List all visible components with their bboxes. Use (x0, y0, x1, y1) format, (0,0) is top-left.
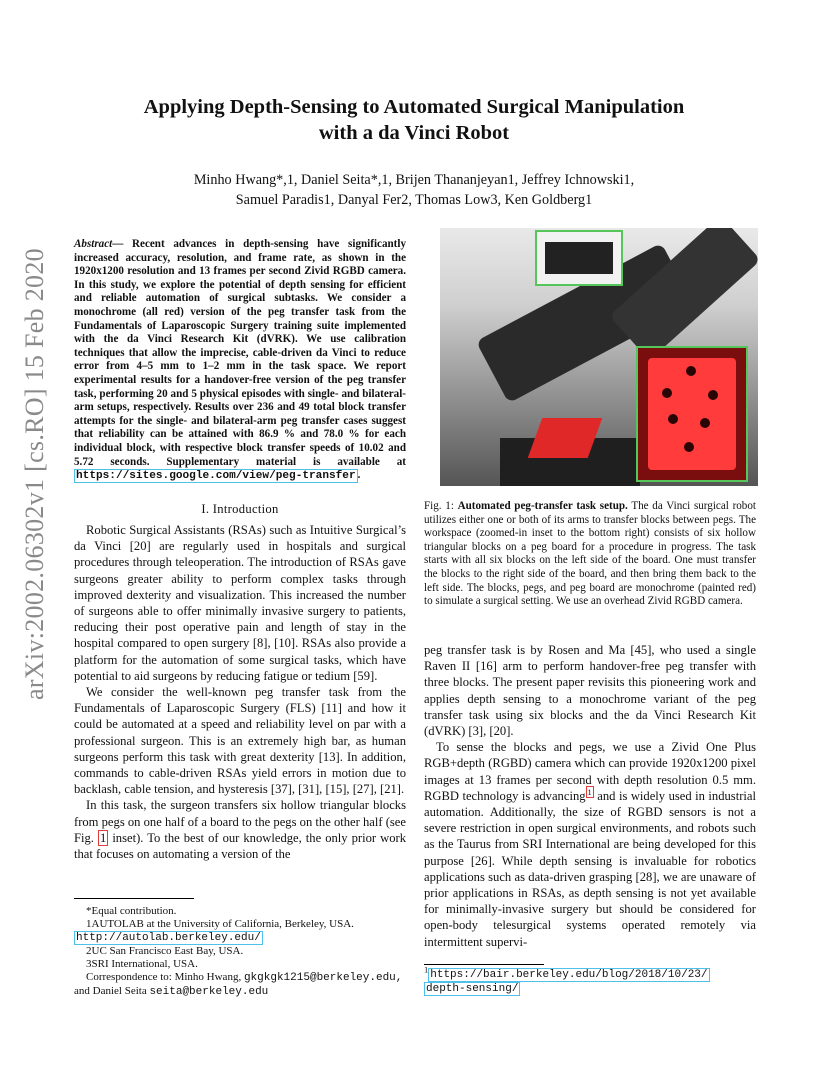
caption-bold: Automated peg-transfer task setup. (457, 500, 628, 512)
red-pegboard (648, 358, 736, 470)
caption-text: The da Vinci surgical robot utilizes either one or both of its arms to transfer blocks between pegs. The workspace (zoomed-in inset to the bottom right) consists of six hollow triangular blocks on a peg board for a procedure in progress. The task starts with all six blocks on the left side of the board. One must transfer the blocks to the right side of the board, and then bring them back to the left side. The blocks, pegs, and peg board are monochrome (painted red) to simulate a surgical setting. We use an overhead Zivid RGBD camera. (424, 500, 756, 608)
figure-1-caption (424, 500, 756, 609)
peg-block (686, 366, 696, 376)
peg-block (684, 442, 694, 452)
abstract-body: — Recent advances in depth-sensing have significantly increased accuracy, resolution, and frame rate, as shown in the 1920x1200 resolution and 13 frames per second Zivid RGBD camera. In this study, we explore the potential of depth sensing for efficient and reliable automation of surgical subtasks. We consider a monochrome (all red) version of the peg transfer task from the Fundamentals of Laparoscopic Surgery training suite implemented with the da Vinci Research Kit (dVRK). We use calibration techniques that allow the imprecise, cable-driven da Vinci to reduce error from 4–5 mm to 1–2 mm in the task space. We report experimental results for a handover-free version of the peg transfer task, performing 20 and 5 physical episodes with single- and bilateral-arm setups, respectively. Results over 236 and 49 total block transfer attempts for the single- and bilateral-arm peg transfer cases suggest that reliability can be attained with 86.9 % and 78.0 % for each individual block, with respective block transfer speeds of 10.02 and 5.72 seconds. Supplementary material is available at (74, 238, 406, 468)
figure-1-photo (440, 228, 758, 486)
bair-link-line-2[interactable]: depth-sensing/ (426, 983, 519, 995)
footnote-equal: *Equal contribution. (86, 905, 177, 917)
author-list (0, 170, 828, 210)
title-line-2: with a da Vinci Robot (318, 122, 510, 144)
abstract (74, 238, 406, 484)
arxiv-stamp: arXiv:2002.06302v1 [cs.RO] 15 Feb 2020 (20, 248, 49, 700)
title-line-1: Applying Depth-Sensing to Automated Surgical Manipulation (143, 96, 685, 118)
camera-inset (535, 230, 623, 286)
authors-line-2: Samuel Paradis1, Danyal Fer2, Thomas Low3, Ken Goldberg1 (235, 192, 593, 208)
intro-paragraph-3 (74, 797, 406, 862)
footnote-mark: 1 (424, 964, 429, 975)
footnote-rule (74, 898, 194, 899)
abstract-end: . (357, 469, 361, 482)
corr-text: Correspondence to: Minho Hwang, (86, 971, 242, 983)
peg-block (708, 390, 718, 400)
intro-p3-end: inset). To the best of our knowledge, the only prior work that focuses on automating a version of the (74, 830, 406, 862)
footnote-1: 1AUTOLAB at the University of California, Berkeley, USA. (86, 918, 354, 930)
footnote-2: 2UC San Francisco East Bay, USA. (86, 945, 244, 957)
peg-block (662, 388, 672, 398)
intro-paragraph-1: Robotic Surgical Assistants (RSAs) such as Intuitive Surgical’s da Vinci [20] are regularly used in hospitals and surgical procedures through teleoperation. The introduction of RSAs gave surgeons greater ability to perform complex tasks through improved dexterity and visualization. This increased the number of surgeons able to offer minimally invasive surgery to patients, reducing their post operative pain and length of stay in the hospital compared to open surgery [8], [10]. RSAs also provide a platform for the automation of some surgical tasks, which have potential to aid surgeons by reducing fatigue or tedium [59]. (74, 523, 406, 683)
right-column-body (424, 642, 756, 950)
figure-ref-link[interactable]: 1 (99, 830, 107, 845)
zivid-camera (545, 242, 613, 274)
supplementary-link[interactable]: https://sites.google.com/view/peg-transfer (76, 470, 356, 483)
peg-block (700, 418, 710, 428)
bair-link-line-1[interactable]: https://bair.berkeley.edu/blog/2018/10/23/ (430, 969, 708, 981)
autolab-link[interactable]: http://autolab.berkeley.edu/ (76, 932, 261, 944)
authors-line-1: Minho Hwang*,1, Daniel Seita*,1, Brijen Thananjeyan1, Jeffrey Ichnowski1, (193, 172, 635, 188)
left-footnotes (74, 905, 406, 999)
right-p2-start: To sense the blocks and pegs, we use a Zivid One Plus RGB+depth (RGBD) camera which can provide 1920x1200 pixel images at 13 frames per second with depth resolution 0.5 mm. RGBD technology is advancing (424, 740, 756, 803)
corr-text-2: and Daniel Seita (74, 985, 147, 997)
peg-block (668, 414, 678, 424)
right-footnote (424, 964, 764, 996)
footnote-rule-right (424, 964, 544, 965)
pegboard-inset (636, 346, 748, 482)
right-paragraph-2 (424, 739, 756, 950)
right-paragraph-1: peg transfer task is by Rosen and Ma [45], who used a single Raven II [16] arm to perform handover-free peg transfer with three blocks. The present paper revisits this pioneering work and applies depth sensing to a monochrome variant of the peg transfer task using six blocks and the da Vinci Research Kit (dVRK) [3], [20]. (424, 643, 756, 739)
caption-label: Fig. 1: (424, 500, 454, 512)
email-seita[interactable]: seita@berkeley.edu (149, 986, 269, 998)
intro-p3-start: In this task, the surgeon transfers six hollow triangular blocks from pegs on one half of a board to the pegs on the other half (see Fig. (74, 798, 406, 845)
email-hwang[interactable]: gkgkgk1215@berkeley.edu, (243, 972, 403, 984)
footnote-3: 3SRI International, USA. (86, 958, 198, 970)
paper-title (0, 94, 828, 146)
section-heading: I. Introduction (201, 502, 279, 516)
left-column-body (74, 522, 406, 862)
footnote-ref-link[interactable]: 1 (587, 786, 592, 797)
right-p2-end: and is widely used in industrial automation. Additionally, the size of RGBD sensors is not a severe restriction in open surgical environments, and robots such as the Taurus from SRI International are being developed for this purpose [26]. While depth sensing is invaluable for robotics applications such as data-driven grasping [28], we are unaware of prior applications in RSAs, as depth sensing is not yet available for minimally-invasive surgery but should be considered for open-body telesurgical systems operated remotely via intermittent supervi- (424, 788, 756, 949)
intro-paragraph-2: We consider the well-known peg transfer task from the Fundamentals of Laparoscopic Surgery (FLS) [11] and how it could be automated at a speed and reliability level on par with a professional surgeon. This is an extremely high bar, as human surgeons perform this task with great dexterity [13]. In addition, commands to cable-driven RSAs yield errors in motion due to backlash, cable tension, and hysteresis [37], [31], [15], [27], [21]. (74, 685, 406, 797)
abstract-lead: Abstract (74, 238, 113, 250)
